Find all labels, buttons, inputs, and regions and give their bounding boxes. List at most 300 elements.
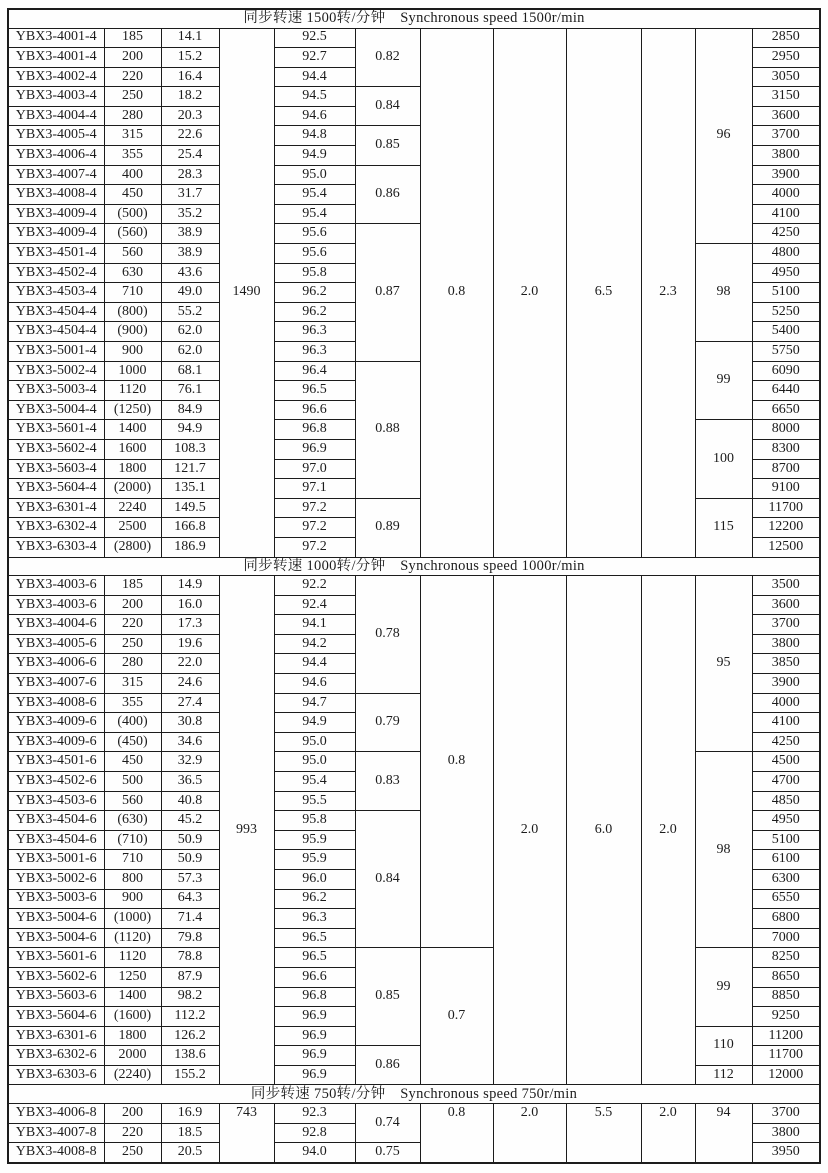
param-a-cell: 0.7 <box>420 948 493 1085</box>
efficiency-cell: 92.8 <box>274 1123 355 1143</box>
noise-cell: 94 <box>695 1103 752 1162</box>
power-cell: 185 <box>104 576 161 596</box>
current-cell: 186.9 <box>161 537 219 557</box>
current-cell: 20.5 <box>161 1143 219 1163</box>
current-cell: 14.1 <box>161 28 219 48</box>
power-cell: 630 <box>104 263 161 283</box>
param-c-cell: 6.0 <box>566 576 641 1085</box>
power-cell: (2240) <box>104 1065 161 1085</box>
model-cell: YBX3-4006-6 <box>8 654 104 674</box>
weight-cell: 4100 <box>752 204 820 224</box>
weight-cell: 4950 <box>752 263 820 283</box>
current-cell: 155.2 <box>161 1065 219 1085</box>
current-cell: 55.2 <box>161 302 219 322</box>
power-cell: 500 <box>104 771 161 791</box>
efficiency-cell: 96.0 <box>274 869 355 889</box>
noise-cell: 98 <box>695 752 752 948</box>
current-cell: 108.3 <box>161 439 219 459</box>
model-cell: YBX3-4009-4 <box>8 204 104 224</box>
weight-cell: 4000 <box>752 693 820 713</box>
power-cell: (2000) <box>104 479 161 499</box>
weight-cell: 4100 <box>752 713 820 733</box>
efficiency-cell: 97.2 <box>274 537 355 557</box>
noise-cell: 110 <box>695 1026 752 1065</box>
efficiency-cell: 95.6 <box>274 244 355 264</box>
efficiency-cell: 94.1 <box>274 615 355 635</box>
model-cell: YBX3-4002-4 <box>8 67 104 87</box>
power-cell: 710 <box>104 850 161 870</box>
power-cell: (400) <box>104 713 161 733</box>
model-cell: YBX3-5004-6 <box>8 928 104 948</box>
model-cell: YBX3-4503-4 <box>8 283 104 303</box>
weight-cell: 11700 <box>752 498 820 518</box>
current-cell: 138.6 <box>161 1046 219 1066</box>
model-cell: YBX3-5601-6 <box>8 948 104 968</box>
model-cell: YBX3-5001-6 <box>8 850 104 870</box>
weight-cell: 3600 <box>752 595 820 615</box>
current-cell: 149.5 <box>161 498 219 518</box>
current-cell: 98.2 <box>161 987 219 1007</box>
section-title: 同步转速 750转/分钟 Synchronous speed 750r/min <box>8 1085 820 1104</box>
current-cell: 62.0 <box>161 342 219 362</box>
model-cell: YBX3-6302-4 <box>8 518 104 538</box>
weight-cell: 8650 <box>752 967 820 987</box>
efficiency-cell: 95.0 <box>274 165 355 185</box>
weight-cell: 12500 <box>752 537 820 557</box>
noise-cell: 99 <box>695 948 752 1026</box>
power-factor-cell: 0.87 <box>355 224 420 361</box>
power-factor-cell: 0.74 <box>355 1103 420 1142</box>
efficiency-cell: 95.0 <box>274 752 355 772</box>
weight-cell: 6650 <box>752 400 820 420</box>
noise-cell: 100 <box>695 420 752 498</box>
efficiency-cell: 96.2 <box>274 283 355 303</box>
efficiency-cell: 94.9 <box>274 146 355 166</box>
current-cell: 14.9 <box>161 576 219 596</box>
current-cell: 94.9 <box>161 420 219 440</box>
efficiency-cell: 94.0 <box>274 1143 355 1163</box>
power-cell: (900) <box>104 322 161 342</box>
power-cell: 220 <box>104 1123 161 1143</box>
weight-cell: 8850 <box>752 987 820 1007</box>
power-cell: 1120 <box>104 381 161 401</box>
current-cell: 30.8 <box>161 713 219 733</box>
noise-cell: 96 <box>695 28 752 244</box>
weight-cell: 3950 <box>752 1143 820 1163</box>
current-cell: 126.2 <box>161 1026 219 1046</box>
current-cell: 38.9 <box>161 244 219 264</box>
power-factor-cell: 0.86 <box>355 165 420 224</box>
model-cell: YBX3-4003-6 <box>8 595 104 615</box>
current-cell: 121.7 <box>161 459 219 479</box>
power-factor-cell: 0.85 <box>355 948 420 1046</box>
current-cell: 57.3 <box>161 869 219 889</box>
efficiency-cell: 94.7 <box>274 693 355 713</box>
efficiency-cell: 96.5 <box>274 928 355 948</box>
model-cell: YBX3-6302-6 <box>8 1046 104 1066</box>
efficiency-cell: 94.6 <box>274 106 355 126</box>
model-cell: YBX3-4502-6 <box>8 771 104 791</box>
noise-cell: 115 <box>695 498 752 557</box>
model-cell: YBX3-5604-4 <box>8 479 104 499</box>
current-cell: 45.2 <box>161 811 219 831</box>
param-c-cell: 6.5 <box>566 28 641 557</box>
power-cell: 1120 <box>104 948 161 968</box>
model-cell: YBX3-4504-4 <box>8 302 104 322</box>
current-cell: 166.8 <box>161 518 219 538</box>
efficiency-cell: 97.1 <box>274 479 355 499</box>
current-cell: 40.8 <box>161 791 219 811</box>
power-cell: 280 <box>104 106 161 126</box>
weight-cell: 6800 <box>752 909 820 929</box>
efficiency-cell: 95.5 <box>274 791 355 811</box>
power-factor-cell: 0.83 <box>355 752 420 811</box>
efficiency-cell: 95.4 <box>274 204 355 224</box>
weight-cell: 3700 <box>752 1103 820 1123</box>
weight-cell: 3800 <box>752 634 820 654</box>
power-cell: 2240 <box>104 498 161 518</box>
model-cell: YBX3-4005-6 <box>8 634 104 654</box>
power-cell: 200 <box>104 1103 161 1123</box>
weight-cell: 9250 <box>752 1007 820 1027</box>
model-cell: YBX3-4004-6 <box>8 615 104 635</box>
weight-cell: 3900 <box>752 674 820 694</box>
power-cell: (1250) <box>104 400 161 420</box>
power-cell: 2500 <box>104 518 161 538</box>
weight-cell: 4700 <box>752 771 820 791</box>
current-cell: 18.2 <box>161 87 219 107</box>
efficiency-cell: 96.2 <box>274 889 355 909</box>
model-cell: YBX3-4003-6 <box>8 576 104 596</box>
model-cell: YBX3-4009-6 <box>8 732 104 752</box>
weight-cell: 4950 <box>752 811 820 831</box>
current-cell: 16.9 <box>161 1103 219 1123</box>
weight-cell: 4850 <box>752 791 820 811</box>
weight-cell: 4000 <box>752 185 820 205</box>
model-cell: YBX3-4003-4 <box>8 87 104 107</box>
weight-cell: 4500 <box>752 752 820 772</box>
weight-cell: 8300 <box>752 439 820 459</box>
power-cell: 450 <box>104 185 161 205</box>
model-cell: YBX3-5602-4 <box>8 439 104 459</box>
power-cell: 900 <box>104 889 161 909</box>
model-cell: YBX3-5602-6 <box>8 967 104 987</box>
weight-cell: 6090 <box>752 361 820 381</box>
efficiency-cell: 96.4 <box>274 361 355 381</box>
section-title: 同步转速 1500转/分钟 Synchronous speed 1500r/min <box>8 9 820 28</box>
param-b-cell: 2.0 <box>493 1103 566 1162</box>
model-cell: YBX3-5603-4 <box>8 459 104 479</box>
efficiency-cell: 96.6 <box>274 967 355 987</box>
model-cell: YBX3-4008-8 <box>8 1143 104 1163</box>
current-cell: 62.0 <box>161 322 219 342</box>
model-cell: YBX3-4001-4 <box>8 28 104 48</box>
model-cell: YBX3-4501-6 <box>8 752 104 772</box>
efficiency-cell: 96.5 <box>274 381 355 401</box>
model-cell: YBX3-4502-4 <box>8 263 104 283</box>
efficiency-cell: 95.4 <box>274 185 355 205</box>
current-cell: 22.0 <box>161 654 219 674</box>
efficiency-cell: 96.3 <box>274 909 355 929</box>
param-d-cell: 2.3 <box>641 28 695 557</box>
power-cell: 200 <box>104 595 161 615</box>
power-cell: 355 <box>104 693 161 713</box>
power-cell: 220 <box>104 615 161 635</box>
current-cell: 87.9 <box>161 967 219 987</box>
weight-cell: 2950 <box>752 48 820 68</box>
power-cell: 1000 <box>104 361 161 381</box>
efficiency-cell: 96.2 <box>274 302 355 322</box>
current-cell: 38.9 <box>161 224 219 244</box>
current-cell: 32.9 <box>161 752 219 772</box>
motor-spec-table <box>7 8 821 1164</box>
param-a-cell: 0.8 <box>420 28 493 557</box>
power-cell: (630) <box>104 811 161 831</box>
weight-cell: 5100 <box>752 830 820 850</box>
weight-cell: 3700 <box>752 615 820 635</box>
weight-cell: 5400 <box>752 322 820 342</box>
model-cell: YBX3-5002-4 <box>8 361 104 381</box>
model-cell: YBX3-4008-4 <box>8 185 104 205</box>
current-cell: 84.9 <box>161 400 219 420</box>
current-cell: 18.5 <box>161 1123 219 1143</box>
model-cell: YBX3-5601-4 <box>8 420 104 440</box>
current-cell: 50.9 <box>161 850 219 870</box>
param-b-cell: 2.0 <box>493 28 566 557</box>
efficiency-cell: 96.8 <box>274 987 355 1007</box>
current-cell: 22.6 <box>161 126 219 146</box>
efficiency-cell: 92.7 <box>274 48 355 68</box>
noise-cell: 99 <box>695 342 752 420</box>
power-factor-cell: 0.84 <box>355 87 420 126</box>
efficiency-cell: 96.9 <box>274 1026 355 1046</box>
power-factor-cell: 0.85 <box>355 126 420 165</box>
efficiency-cell: 95.8 <box>274 811 355 831</box>
weight-cell: 4250 <box>752 732 820 752</box>
model-cell: YBX3-6301-4 <box>8 498 104 518</box>
weight-cell: 9100 <box>752 479 820 499</box>
weight-cell: 5750 <box>752 342 820 362</box>
power-cell: 800 <box>104 869 161 889</box>
weight-cell: 3600 <box>752 106 820 126</box>
efficiency-cell: 96.9 <box>274 1046 355 1066</box>
power-factor-cell: 0.86 <box>355 1046 420 1085</box>
model-cell: YBX3-4503-6 <box>8 791 104 811</box>
power-cell: 250 <box>104 1143 161 1163</box>
efficiency-cell: 96.6 <box>274 400 355 420</box>
efficiency-cell: 97.2 <box>274 498 355 518</box>
model-cell: YBX3-4006-8 <box>8 1103 104 1123</box>
model-cell: YBX3-5004-6 <box>8 909 104 929</box>
power-factor-cell: 0.78 <box>355 576 420 694</box>
power-cell: 1600 <box>104 439 161 459</box>
model-cell: YBX3-4009-4 <box>8 224 104 244</box>
power-cell: (710) <box>104 830 161 850</box>
power-cell: (1600) <box>104 1007 161 1027</box>
weight-cell: 6440 <box>752 381 820 401</box>
efficiency-cell: 95.9 <box>274 830 355 850</box>
model-cell: YBX3-4504-6 <box>8 811 104 831</box>
power-cell: 250 <box>104 634 161 654</box>
current-cell: 71.4 <box>161 909 219 929</box>
current-cell: 25.4 <box>161 146 219 166</box>
current-cell: 35.2 <box>161 204 219 224</box>
noise-cell: 112 <box>695 1065 752 1085</box>
model-cell: YBX3-4006-4 <box>8 146 104 166</box>
model-cell: YBX3-5603-6 <box>8 987 104 1007</box>
model-cell: YBX3-5003-6 <box>8 889 104 909</box>
efficiency-cell: 94.6 <box>274 674 355 694</box>
weight-cell: 12000 <box>752 1065 820 1085</box>
weight-cell: 3800 <box>752 1123 820 1143</box>
efficiency-cell: 94.4 <box>274 654 355 674</box>
current-cell: 43.6 <box>161 263 219 283</box>
weight-cell: 12200 <box>752 518 820 538</box>
current-cell: 16.0 <box>161 595 219 615</box>
current-cell: 16.4 <box>161 67 219 87</box>
efficiency-cell: 92.5 <box>274 28 355 48</box>
weight-cell: 2850 <box>752 28 820 48</box>
efficiency-cell: 95.6 <box>274 224 355 244</box>
power-factor-cell: 0.79 <box>355 693 420 752</box>
current-cell: 17.3 <box>161 615 219 635</box>
weight-cell: 3850 <box>752 654 820 674</box>
power-cell: 900 <box>104 342 161 362</box>
model-cell: YBX3-4501-4 <box>8 244 104 264</box>
efficiency-cell: 95.8 <box>274 263 355 283</box>
power-cell: (450) <box>104 732 161 752</box>
power-cell: 315 <box>104 126 161 146</box>
power-factor-cell: 0.82 <box>355 28 420 87</box>
param-b-cell: 2.0 <box>493 576 566 1085</box>
power-cell: 220 <box>104 67 161 87</box>
model-cell: YBX3-6303-4 <box>8 537 104 557</box>
power-cell: 1800 <box>104 1026 161 1046</box>
weight-cell: 3500 <box>752 576 820 596</box>
power-cell: (1000) <box>104 909 161 929</box>
power-cell: 2000 <box>104 1046 161 1066</box>
power-factor-cell: 0.75 <box>355 1143 420 1163</box>
current-cell: 24.6 <box>161 674 219 694</box>
power-factor-cell: 0.88 <box>355 361 420 498</box>
power-cell: (500) <box>104 204 161 224</box>
param-c-cell: 5.5 <box>566 1103 641 1162</box>
current-cell: 36.5 <box>161 771 219 791</box>
model-cell: YBX3-5004-4 <box>8 400 104 420</box>
model-cell: YBX3-5002-6 <box>8 869 104 889</box>
efficiency-cell: 92.3 <box>274 1103 355 1123</box>
weight-cell: 3150 <box>752 87 820 107</box>
weight-cell: 8250 <box>752 948 820 968</box>
power-factor-cell: 0.84 <box>355 811 420 948</box>
current-cell: 112.2 <box>161 1007 219 1027</box>
power-cell: 1250 <box>104 967 161 987</box>
efficiency-cell: 94.5 <box>274 87 355 107</box>
efficiency-cell: 95.9 <box>274 850 355 870</box>
model-cell: YBX3-4504-6 <box>8 830 104 850</box>
param-d-cell: 2.0 <box>641 576 695 1085</box>
power-cell: 355 <box>104 146 161 166</box>
power-cell: 280 <box>104 654 161 674</box>
current-cell: 78.8 <box>161 948 219 968</box>
weight-cell: 3900 <box>752 165 820 185</box>
weight-cell: 7000 <box>752 928 820 948</box>
power-cell: (2800) <box>104 537 161 557</box>
model-cell: YBX3-4001-4 <box>8 48 104 68</box>
model-cell: YBX3-6303-6 <box>8 1065 104 1085</box>
efficiency-cell: 94.9 <box>274 713 355 733</box>
weight-cell: 4250 <box>752 224 820 244</box>
current-cell: 27.4 <box>161 693 219 713</box>
weight-cell: 6550 <box>752 889 820 909</box>
current-cell: 31.7 <box>161 185 219 205</box>
spec-table-body <box>8 9 820 1163</box>
current-cell: 68.1 <box>161 361 219 381</box>
efficiency-cell: 96.8 <box>274 420 355 440</box>
power-cell: 450 <box>104 752 161 772</box>
speed-cell: 1490 <box>219 28 274 557</box>
efficiency-cell: 96.3 <box>274 342 355 362</box>
model-cell: YBX3-4504-4 <box>8 322 104 342</box>
power-cell: (1120) <box>104 928 161 948</box>
power-cell: 560 <box>104 244 161 264</box>
speed-cell: 993 <box>219 576 274 1085</box>
current-cell: 19.6 <box>161 634 219 654</box>
current-cell: 49.0 <box>161 283 219 303</box>
noise-cell: 95 <box>695 576 752 752</box>
weight-cell: 5100 <box>752 283 820 303</box>
current-cell: 20.3 <box>161 106 219 126</box>
model-cell: YBX3-4007-6 <box>8 674 104 694</box>
weight-cell: 3050 <box>752 67 820 87</box>
efficiency-cell: 97.2 <box>274 518 355 538</box>
current-cell: 64.3 <box>161 889 219 909</box>
power-factor-cell: 0.89 <box>355 498 420 557</box>
model-cell: YBX3-5003-4 <box>8 381 104 401</box>
weight-cell: 3700 <box>752 126 820 146</box>
current-cell: 15.2 <box>161 48 219 68</box>
noise-cell: 98 <box>695 244 752 342</box>
power-cell: 400 <box>104 165 161 185</box>
current-cell: 76.1 <box>161 381 219 401</box>
power-cell: 315 <box>104 674 161 694</box>
model-cell: YBX3-4004-4 <box>8 106 104 126</box>
current-cell: 50.9 <box>161 830 219 850</box>
power-cell: 185 <box>104 28 161 48</box>
power-cell: (560) <box>104 224 161 244</box>
current-cell: 28.3 <box>161 165 219 185</box>
model-cell: YBX3-4007-8 <box>8 1123 104 1143</box>
efficiency-cell: 95.0 <box>274 732 355 752</box>
efficiency-cell: 92.4 <box>274 595 355 615</box>
weight-cell: 6300 <box>752 869 820 889</box>
param-a-cell: 0.8 <box>420 1103 493 1162</box>
efficiency-cell: 94.4 <box>274 67 355 87</box>
efficiency-cell: 96.9 <box>274 1065 355 1085</box>
power-cell: (800) <box>104 302 161 322</box>
weight-cell: 8000 <box>752 420 820 440</box>
current-cell: 34.6 <box>161 732 219 752</box>
weight-cell: 8700 <box>752 459 820 479</box>
efficiency-cell: 96.9 <box>274 1007 355 1027</box>
section-title: 同步转速 1000转/分钟 Synchronous speed 1000r/min <box>8 557 820 576</box>
weight-cell: 6100 <box>752 850 820 870</box>
current-cell: 79.8 <box>161 928 219 948</box>
efficiency-cell: 97.0 <box>274 459 355 479</box>
model-cell: YBX3-5604-6 <box>8 1007 104 1027</box>
power-cell: 1800 <box>104 459 161 479</box>
power-cell: 250 <box>104 87 161 107</box>
